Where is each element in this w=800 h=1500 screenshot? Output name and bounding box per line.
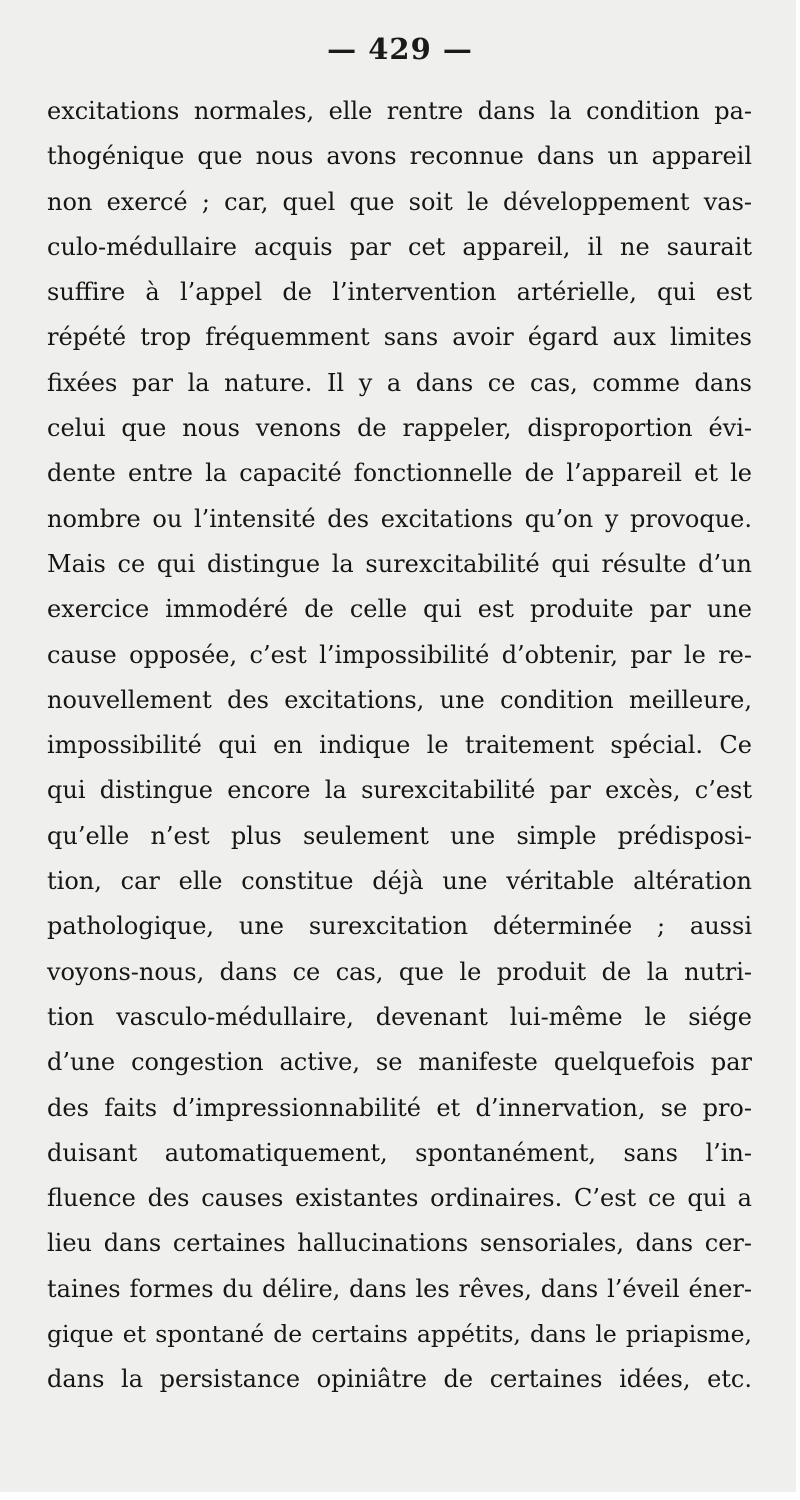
text-line: dans la persistance opiniâtre de certaines idées, etc. xyxy=(47,1365,752,1394)
text-line: fluence des causes existantes ordinaires. C’est ce qui a xyxy=(47,1184,752,1213)
text-line: répété trop fréquemment sans avoir égard aux limites xyxy=(47,323,752,352)
text-line: voyons-nous, dans ce cas, que le produit de la nutri- xyxy=(47,957,752,986)
page-edge xyxy=(0,1492,800,1500)
text-line: nombre ou l’intensité des excitations qu’on y provoque. xyxy=(47,504,752,533)
text-line: cause opposée, c’est l’impossibilité d’obtenir, par le re- xyxy=(47,640,752,669)
text-line: culo-médullaire acquis par cet appareil, il ne saurait xyxy=(47,232,752,261)
page-edge xyxy=(796,0,800,1500)
text-line: fixées par la nature. Il y a dans ce cas, comme dans xyxy=(47,368,752,397)
text-line: non exercé ; car, quel que soit le développement vas- xyxy=(47,187,752,216)
text-line: impossibilité qui en indique le traitement spécial. Ce xyxy=(47,731,752,760)
text-line: taines formes du délire, dans les rêves, dans l’éveil éner- xyxy=(47,1274,752,1303)
text-line: d’une congestion active, se manifeste quelquefois par xyxy=(47,1048,752,1077)
text-line: dente entre la capacité fonctionnelle de l’appareil et le xyxy=(47,459,752,488)
text-line: tion vasculo-médullaire, devenant lui-même le siége xyxy=(47,1002,752,1031)
text-line: gique et spontané de certains appétits, dans le priapisme, xyxy=(47,1320,752,1349)
text-line: qui distingue encore la surexcitabilité par excès, c’est xyxy=(47,776,752,805)
text-line: qu’elle n’est plus seulement une simple prédisposi- xyxy=(47,821,752,850)
text-line: thogénique que nous avons reconnue dans un appareil xyxy=(47,142,752,171)
text-line: exercice immodéré de celle qui est produite par une xyxy=(47,595,752,624)
text-line: lieu dans certaines hallucinations sensoriales, dans cer- xyxy=(47,1229,752,1258)
text-line: pathologique, une surexcitation déterminée ; aussi xyxy=(47,912,752,941)
text-line: nouvellement des excitations, une condition meilleure, xyxy=(47,685,752,714)
text-line: excitations normales, elle rentre dans la condition pa- xyxy=(47,97,752,125)
text-line: tion, car elle constitue déjà une véritable altération xyxy=(47,867,752,896)
body-paragraph xyxy=(47,89,752,1403)
text-line: Mais ce qui distingue la surexcitabilité qui résulte d’un xyxy=(47,549,752,578)
text-line: suffire à l’appel de l’intervention artérielle, qui est xyxy=(47,278,752,307)
text-line: duisant automatiquement, spontanément, sans l’in- xyxy=(47,1138,752,1167)
text-line: des faits d’impressionnabilité et d’innervation, se pro- xyxy=(47,1093,752,1122)
page-number: — 429 — xyxy=(327,32,473,66)
text-line: celui que nous venons de rappeler, disproportion évi- xyxy=(47,414,752,443)
